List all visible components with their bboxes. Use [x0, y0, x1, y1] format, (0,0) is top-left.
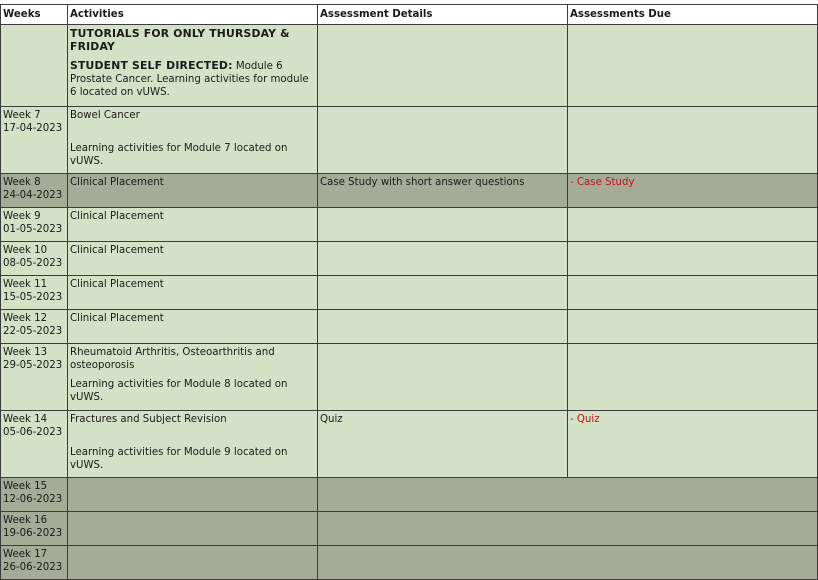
week-date: 24-04-2023	[3, 190, 63, 201]
activity-cell	[68, 512, 318, 546]
week-cell	[1, 174, 68, 208]
due-cell	[568, 107, 818, 174]
week-cell	[1, 411, 68, 478]
table-row	[1, 478, 818, 512]
week-date: 01-05-2023	[3, 224, 63, 235]
merged-cell	[318, 546, 818, 580]
table-row	[1, 242, 818, 276]
week-cell	[1, 344, 68, 411]
due-cell: - Quiz	[568, 411, 818, 478]
header-assessment-details: Assessment Details	[318, 5, 568, 25]
activity-cell	[68, 411, 318, 478]
week-cell	[1, 208, 68, 242]
week-date: 29-05-2023	[3, 360, 63, 371]
details-cell: Quiz	[318, 411, 568, 478]
details-cell	[318, 242, 568, 276]
table-row	[1, 276, 818, 310]
merged-cell	[318, 478, 818, 512]
week-label: Week 15	[3, 481, 48, 492]
week-cell	[1, 242, 68, 276]
self-directed-label: STUDENT SELF DIRECTED:	[70, 59, 233, 72]
schedule-table	[0, 4, 818, 580]
intro-row	[1, 25, 818, 107]
week-label: Week 17	[3, 549, 48, 560]
week-label: Week 11	[3, 279, 48, 290]
activity-note: Learning activities for Module 7 located on vUWS.	[70, 143, 288, 167]
week-label: Week 14	[3, 414, 48, 425]
table-row	[1, 344, 818, 411]
table-row	[1, 546, 818, 580]
table-row	[1, 310, 818, 344]
week-label: Week 8	[3, 177, 41, 188]
due-cell	[568, 344, 818, 411]
header-row	[1, 5, 818, 25]
week-cell	[1, 25, 68, 107]
week-label: Week 10	[3, 245, 48, 256]
week-date: 26-06-2023	[3, 562, 63, 573]
activity-cell	[68, 546, 318, 580]
week-date: 05-06-2023	[3, 427, 63, 438]
week-label: Week 9	[3, 211, 41, 222]
week-cell	[1, 478, 68, 512]
activity-note: Learning activities for Module 8 located on vUWS.	[70, 379, 288, 403]
week-date: 12-06-2023	[3, 494, 63, 505]
week-label: Week 12	[3, 313, 48, 324]
activity-note: Learning activities for Module 9 located on vUWS.	[70, 447, 288, 471]
header-activities: Activities	[68, 5, 318, 25]
activity-title: Fractures and Subject Revision	[70, 414, 227, 425]
details-cell	[318, 310, 568, 344]
week-label: Week 16	[3, 515, 48, 526]
details-cell	[318, 25, 568, 107]
details-cell	[318, 344, 568, 411]
tutorials-notice: TUTORIALS FOR ONLY THURSDAY & FRIDAY	[70, 27, 290, 53]
activity-cell	[68, 478, 318, 512]
week-cell	[1, 310, 68, 344]
header-weeks: Weeks	[1, 5, 68, 25]
merged-cell	[318, 512, 818, 546]
table-row	[1, 512, 818, 546]
activity-cell: Clinical Placement	[68, 310, 318, 344]
week-date: 08-05-2023	[3, 258, 63, 269]
activity-title: Bowel Cancer	[70, 110, 140, 121]
details-cell	[318, 208, 568, 242]
due-cell	[568, 208, 818, 242]
week-date: 15-05-2023	[3, 292, 63, 303]
activity-cell	[68, 344, 318, 411]
week-label: Week 7	[3, 110, 41, 121]
activity-cell: Clinical Placement	[68, 174, 318, 208]
due-cell	[568, 310, 818, 344]
week-cell	[1, 276, 68, 310]
week-cell	[1, 107, 68, 174]
week-label: Week 13	[3, 347, 48, 358]
header-assessments-due: Assessments Due	[568, 5, 818, 25]
activity-cell: Clinical Placement	[68, 242, 318, 276]
activity-title: Rheumatoid Arthritis, Osteoarthritis and osteoporosis	[70, 347, 275, 371]
table-row	[1, 174, 818, 208]
due-cell	[568, 25, 818, 107]
week-date: 22-05-2023	[3, 326, 63, 337]
week-cell	[1, 512, 68, 546]
activity-cell: Clinical Placement	[68, 208, 318, 242]
week-date: 19-06-2023	[3, 528, 63, 539]
table-row	[1, 208, 818, 242]
due-cell: - Case Study	[568, 174, 818, 208]
table-row	[1, 107, 818, 174]
week-date: 17-04-2023	[3, 123, 63, 134]
activity-cell: Clinical Placement	[68, 276, 318, 310]
week-cell	[1, 546, 68, 580]
activity-cell	[68, 25, 318, 107]
details-cell	[318, 107, 568, 174]
details-cell: Case Study with short answer questions	[318, 174, 568, 208]
due-cell	[568, 242, 818, 276]
table-row	[1, 411, 818, 478]
self-directed-text: Module 6 Prostate Cancer. Learning activities for module 6 located on vUWS.	[70, 61, 309, 98]
due-cell	[568, 276, 818, 310]
details-cell	[318, 276, 568, 310]
activity-cell	[68, 107, 318, 174]
